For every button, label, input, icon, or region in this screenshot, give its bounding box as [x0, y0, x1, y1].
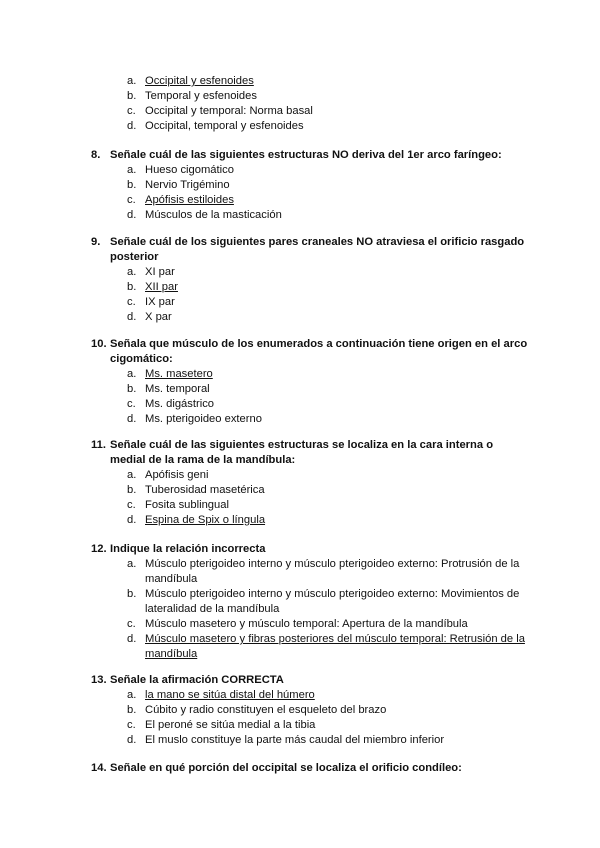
option: c. Ms. digástrico	[127, 398, 215, 410]
option: d. Occipital, temporal y esfenoides	[127, 120, 304, 132]
option: a. la mano se sitúa distal del húmero	[127, 689, 315, 701]
option: b. Temporal y esfenoides	[127, 90, 257, 102]
previous-question-options	[91, 74, 531, 134]
option: a. Occipital y esfenoides	[127, 75, 254, 87]
option: d. Espina de Spix o língula	[127, 514, 266, 526]
option-text: Ms. temporal	[145, 383, 210, 395]
question-text: 13. Señale la afirmación CORRECTA	[91, 674, 284, 686]
option-text: Apófisis estiloides	[145, 194, 234, 206]
question-12	[91, 542, 531, 662]
option-text: Hueso cigomático	[145, 164, 234, 176]
option-text: Músculo pterigoideo interno y músculo pterigoideo externo: Movimientos de lateralidad de la mandíbula	[145, 588, 520, 615]
option: b. Ms. temporal	[127, 383, 210, 395]
option-text: El muslo constituye la parte más caudal del miembro inferior	[145, 734, 445, 746]
option-text: X par	[145, 311, 172, 323]
option-text: Músculo masetero y músculo temporal: Apertura de la mandíbula	[145, 618, 468, 630]
question-text: 10. Señala que músculo de los enumerados a continuación tiene origen en el arco cigomático:	[91, 338, 528, 365]
option: c. IX par	[127, 296, 175, 308]
option-text: Occipital, temporal y esfenoides	[145, 120, 304, 132]
question-10	[91, 337, 531, 427]
option-text: XI par	[145, 266, 175, 278]
option-text: XII par	[145, 281, 178, 293]
option: c. El peroné se sitúa medial a la tibia	[127, 719, 316, 731]
option-text: Músculo masetero y fibras posteriores del músculo temporal: Retrusión de la mandíbula	[145, 633, 525, 660]
option-text: Espina de Spix o língula	[145, 514, 266, 526]
option-text: Nervio Trigémino	[145, 179, 230, 191]
option-text: Ms. pterigoideo externo	[145, 413, 262, 425]
option-text: la mano se sitúa distal del húmero	[145, 689, 315, 701]
option: d. X par	[127, 311, 172, 323]
option: a. Hueso cigomático	[127, 164, 234, 176]
option-text: Ms. masetero	[145, 368, 213, 380]
option: c. Fosita sublingual	[127, 499, 229, 511]
question-text: 12. Indique la relación incorrecta	[91, 543, 266, 555]
option-text: Occipital y esfenoides	[145, 75, 254, 87]
option-text: Apófisis geni	[145, 469, 209, 481]
option-text: Ms. digástrico	[145, 398, 215, 410]
option: d. Músculo masetero y fibras posteriores del músculo temporal: Retrusión de la mandíbula	[127, 633, 525, 660]
question-text: 14. Señale en qué porción del occipital se localiza el orificio condíleo:	[91, 762, 462, 774]
question-11	[91, 438, 531, 528]
option: b. Nervio Trigémino	[127, 179, 230, 191]
option: d. El muslo constituye la parte más caudal del miembro inferior	[127, 734, 445, 746]
question-14	[91, 761, 531, 776]
option: b. Tuberosidad masetérica	[127, 484, 265, 496]
option: b. Músculo pterigoideo interno y músculo pterigoideo externo: Movimientos de lateralidad de la mandíbula	[127, 588, 520, 615]
question-text: 9. Señale cuál de los siguientes pares craneales NO atraviesa el orificio rasgado posterior	[91, 236, 525, 263]
option-text: Tuberosidad masetérica	[145, 484, 265, 496]
option-text: Occipital y temporal: Norma basal	[145, 105, 313, 117]
option: b. XII par	[127, 281, 178, 293]
option: c. Occipital y temporal: Norma basal	[127, 105, 313, 117]
option: a. Apófisis geni	[127, 469, 209, 481]
option-text: IX par	[145, 296, 175, 308]
option-text: Músculos de la masticación	[145, 209, 282, 221]
question-8	[91, 148, 531, 223]
option: a. Ms. masetero	[127, 368, 213, 380]
question-text: 8. Señale cuál de las siguientes estructuras NO deriva del 1er arco faríngeo:	[91, 149, 502, 161]
option: a. Músculo pterigoideo interno y músculo pterigoideo externo: Protrusión de la mandíbula	[127, 558, 520, 585]
option: d. Músculos de la masticación	[127, 209, 282, 221]
option: b. Cúbito y radio constituyen el esqueleto del brazo	[127, 704, 387, 716]
option-text: Temporal y esfenoides	[145, 90, 257, 102]
option: a. XI par	[127, 266, 175, 278]
option: c. Músculo masetero y músculo temporal: Apertura de la mandíbula	[127, 618, 468, 630]
option-text: Fosita sublingual	[145, 499, 229, 511]
question-13	[91, 673, 531, 748]
question-9	[91, 235, 531, 325]
option: d. Ms. pterigoideo externo	[127, 413, 262, 425]
option-text: Músculo pterigoideo interno y músculo pterigoideo externo: Protrusión de la mandíbula	[145, 558, 520, 585]
option-text: Cúbito y radio constituyen el esqueleto del brazo	[145, 704, 387, 716]
question-text: 11. Señale cuál de las siguientes estructuras se localiza en la cara interna o medial de la rama de la mandíbula:	[91, 439, 494, 466]
option-text: El peroné se sitúa medial a la tibia	[145, 719, 316, 731]
option: c. Apófisis estiloides	[127, 194, 234, 206]
